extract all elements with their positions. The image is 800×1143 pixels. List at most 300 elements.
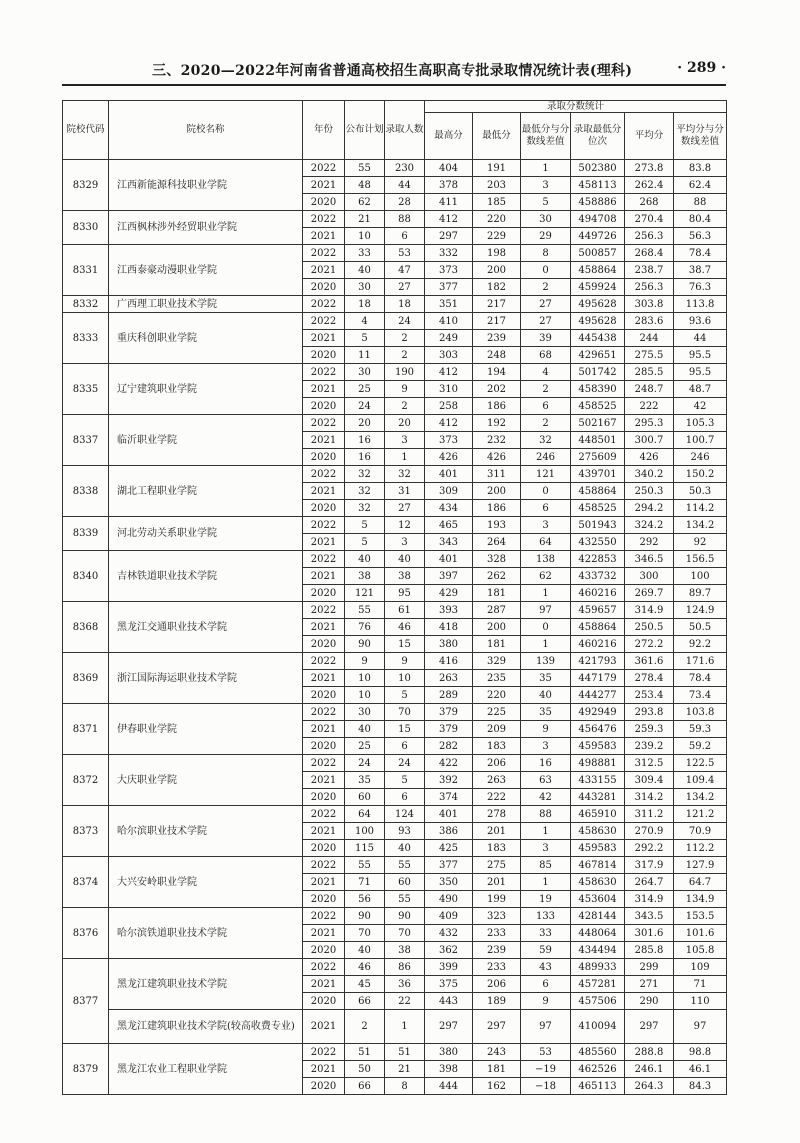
cell-min-diff: 27 — [521, 296, 571, 313]
cell-min-score: 185 — [473, 194, 521, 211]
cell-min-diff: 2 — [521, 279, 571, 296]
cell-avg-score: 290 — [625, 993, 674, 1010]
cell-max-score: 412 — [425, 364, 473, 381]
cell-plan: 11 — [345, 347, 385, 364]
cell-plan: 121 — [345, 585, 385, 602]
cell-avg-diff: 127.9 — [674, 857, 727, 874]
cell-min-diff: 0 — [521, 483, 571, 500]
cell-admitted: 12 — [385, 517, 425, 534]
cell-year: 2022 — [303, 245, 345, 262]
cell-min-score: 206 — [473, 976, 521, 993]
cell-min-diff: 1 — [521, 874, 571, 891]
cell-plan: 38 — [345, 568, 385, 585]
cell-avg-score: 288.8 — [625, 1044, 674, 1061]
cell-avg-score: 314.9 — [625, 891, 674, 908]
cell-admitted: 38 — [385, 568, 425, 585]
cell-avg-score: 270.9 — [625, 823, 674, 840]
school-name: 伊春职业学院 — [109, 704, 303, 755]
cell-plan: 66 — [345, 1078, 385, 1095]
cell-plan: 5 — [345, 534, 385, 551]
cell-min-diff: 9 — [521, 993, 571, 1010]
cell-admitted: 18 — [385, 296, 425, 313]
cell-admitted: 46 — [385, 619, 425, 636]
cell-max-score: 401 — [425, 466, 473, 483]
cell-avg-score: 271 — [625, 976, 674, 993]
table-row — [63, 1044, 727, 1061]
cell-max-score: 373 — [425, 262, 473, 279]
cell-max-score: 410 — [425, 313, 473, 330]
cell-year: 2022 — [303, 755, 345, 772]
cell-max-score: 343 — [425, 534, 473, 551]
cell-min-score: 183 — [473, 840, 521, 857]
cell-min-score: 162 — [473, 1078, 521, 1095]
cell-min-diff: 4 — [521, 364, 571, 381]
cell-avg-score: 314.2 — [625, 789, 674, 806]
cell-avg-diff: 124.9 — [674, 602, 727, 619]
table-row — [63, 466, 727, 483]
cell-plan: 76 — [345, 619, 385, 636]
cell-admitted: 24 — [385, 313, 425, 330]
cell-min-rank: 501943 — [571, 517, 625, 534]
cell-min-rank: 422853 — [571, 551, 625, 568]
cell-year: 2022 — [303, 517, 345, 534]
cell-min-score: 220 — [473, 211, 521, 228]
cell-admitted: 44 — [385, 177, 425, 194]
cell-min-score: 264 — [473, 534, 521, 551]
table-row — [63, 517, 727, 534]
cell-avg-score: 250.3 — [625, 483, 674, 500]
cell-max-score: 282 — [425, 738, 473, 755]
cell-avg-diff: 109 — [674, 959, 727, 976]
cell-admitted: 27 — [385, 500, 425, 517]
cell-plan: 51 — [345, 1044, 385, 1061]
cell-min-diff: 35 — [521, 670, 571, 687]
cell-min-diff: 68 — [521, 347, 571, 364]
cell-avg-diff: 78.4 — [674, 670, 727, 687]
school-code: 8340 — [63, 551, 109, 602]
cell-admitted: 6 — [385, 789, 425, 806]
table-row — [63, 1010, 727, 1044]
cell-min-score: 220 — [473, 687, 521, 704]
cell-year: 2022 — [303, 908, 345, 925]
cell-avg-diff: 134.2 — [674, 517, 727, 534]
cell-avg-score: 256.3 — [625, 279, 674, 296]
cell-admitted: 95 — [385, 585, 425, 602]
school-name: 大兴安岭职业学院 — [109, 857, 303, 908]
cell-min-rank: 501742 — [571, 364, 625, 381]
cell-min-score: 200 — [473, 262, 521, 279]
cell-min-score: 287 — [473, 602, 521, 619]
school-name: 大庆职业学院 — [109, 755, 303, 806]
cell-plan: 70 — [345, 925, 385, 942]
cell-min-score: 193 — [473, 517, 521, 534]
cell-min-rank: 458864 — [571, 619, 625, 636]
cell-plan: 55 — [345, 602, 385, 619]
cell-max-score: 422 — [425, 755, 473, 772]
cell-admitted: 6 — [385, 738, 425, 755]
cell-avg-score: 239.2 — [625, 738, 674, 755]
cell-max-score: 377 — [425, 279, 473, 296]
cell-avg-diff: 101.6 — [674, 925, 727, 942]
page-number: · 289 · — [677, 60, 726, 76]
cell-avg-score: 283.6 — [625, 313, 674, 330]
cell-avg-diff: 95.5 — [674, 347, 727, 364]
cell-min-rank: 462526 — [571, 1061, 625, 1078]
cell-avg-diff: 59.3 — [674, 721, 727, 738]
cell-avg-diff: 100.7 — [674, 432, 727, 449]
cell-year: 2020 — [303, 789, 345, 806]
cell-min-rank: 443281 — [571, 789, 625, 806]
cell-max-score: 412 — [425, 211, 473, 228]
col-header-min: 最低分 — [473, 113, 521, 160]
cell-min-score: 203 — [473, 177, 521, 194]
cell-admitted: 230 — [385, 160, 425, 177]
cell-admitted: 55 — [385, 891, 425, 908]
cell-admitted: 2 — [385, 347, 425, 364]
cell-min-rank: 457506 — [571, 993, 625, 1010]
table-row — [63, 602, 727, 619]
cell-avg-diff: 153.5 — [674, 908, 727, 925]
cell-avg-score: 285.8 — [625, 942, 674, 959]
cell-avg-score: 324.2 — [625, 517, 674, 534]
cell-plan: 30 — [345, 364, 385, 381]
cell-admitted: 27 — [385, 279, 425, 296]
school-code: 8330 — [63, 211, 109, 245]
cell-max-score: 426 — [425, 449, 473, 466]
cell-plan: 16 — [345, 449, 385, 466]
cell-min-rank: 432550 — [571, 534, 625, 551]
cell-avg-diff: 105.8 — [674, 942, 727, 959]
cell-max-score: 379 — [425, 721, 473, 738]
school-name: 江西新能源科技职业学院 — [109, 160, 303, 211]
cell-admitted: 9 — [385, 381, 425, 398]
cell-plan: 45 — [345, 976, 385, 993]
cell-admitted: 1 — [385, 449, 425, 466]
cell-max-score: 377 — [425, 857, 473, 874]
cell-avg-diff: 156.5 — [674, 551, 727, 568]
cell-plan: 30 — [345, 704, 385, 721]
cell-year: 2022 — [303, 466, 345, 483]
cell-admitted: 61 — [385, 602, 425, 619]
cell-avg-diff: 80.4 — [674, 211, 727, 228]
cell-min-rank: 449726 — [571, 228, 625, 245]
cell-avg-score: 278.4 — [625, 670, 674, 687]
cell-avg-score: 293.8 — [625, 704, 674, 721]
cell-max-score: 392 — [425, 772, 473, 789]
cell-year: 2021 — [303, 330, 345, 347]
cell-min-rank: 465910 — [571, 806, 625, 823]
table-row — [63, 313, 727, 330]
cell-min-score: 217 — [473, 296, 521, 313]
cell-plan: 48 — [345, 177, 385, 194]
cell-max-score: 404 — [425, 160, 473, 177]
cell-min-diff: 16 — [521, 755, 571, 772]
cell-min-rank: 458630 — [571, 874, 625, 891]
cell-max-score: 399 — [425, 959, 473, 976]
cell-min-rank: 467814 — [571, 857, 625, 874]
cell-avg-diff: 84.3 — [674, 1078, 727, 1095]
cell-min-diff: 1 — [521, 823, 571, 840]
cell-avg-score: 272.2 — [625, 636, 674, 653]
col-header-plan: 公布计划 — [345, 101, 385, 160]
cell-year: 2021 — [303, 1061, 345, 1078]
cell-year: 2020 — [303, 687, 345, 704]
cell-min-rank: 458113 — [571, 177, 625, 194]
school-code: 8333 — [63, 313, 109, 364]
cell-admitted: 2 — [385, 330, 425, 347]
cell-year: 2021 — [303, 381, 345, 398]
cell-plan: 20 — [345, 415, 385, 432]
cell-min-score: 329 — [473, 653, 521, 670]
school-code: 8372 — [63, 755, 109, 806]
cell-max-score: 401 — [425, 551, 473, 568]
cell-max-score: 429 — [425, 585, 473, 602]
cell-min-score: 182 — [473, 279, 521, 296]
cell-plan: 40 — [345, 942, 385, 959]
cell-avg-diff: 150.2 — [674, 466, 727, 483]
cell-max-score: 411 — [425, 194, 473, 211]
cell-admitted: 24 — [385, 755, 425, 772]
cell-min-diff: 63 — [521, 772, 571, 789]
cell-admitted: 70 — [385, 925, 425, 942]
cell-max-score: 412 — [425, 415, 473, 432]
cell-min-diff: 9 — [521, 721, 571, 738]
cell-min-rank: 459583 — [571, 738, 625, 755]
cell-year: 2021 — [303, 874, 345, 891]
cell-min-rank: 458630 — [571, 823, 625, 840]
cell-min-rank: 459583 — [571, 840, 625, 857]
cell-min-diff: 27 — [521, 313, 571, 330]
table-row — [63, 364, 727, 381]
cell-year: 2021 — [303, 568, 345, 585]
school-code: 8373 — [63, 806, 109, 857]
cell-year: 2022 — [303, 959, 345, 976]
school-code: 8337 — [63, 415, 109, 466]
cell-min-diff: 43 — [521, 959, 571, 976]
cell-max-score: 416 — [425, 653, 473, 670]
cell-min-diff: 53 — [521, 1044, 571, 1061]
cell-max-score: 258 — [425, 398, 473, 415]
cell-avg-diff: 93.6 — [674, 313, 727, 330]
cell-year: 2020 — [303, 585, 345, 602]
cell-min-score: 181 — [473, 1061, 521, 1078]
cell-min-diff: 138 — [521, 551, 571, 568]
cell-min-score: 233 — [473, 959, 521, 976]
cell-plan: 32 — [345, 466, 385, 483]
cell-admitted: 22 — [385, 993, 425, 1010]
cell-avg-diff: 105.3 — [674, 415, 727, 432]
cell-max-score: 386 — [425, 823, 473, 840]
cell-year: 2022 — [303, 704, 345, 721]
col-header-year: 年份 — [303, 101, 345, 160]
cell-min-score: 217 — [473, 313, 521, 330]
cell-year: 2020 — [303, 279, 345, 296]
cell-avg-diff: 122.5 — [674, 755, 727, 772]
cell-year: 2021 — [303, 432, 345, 449]
cell-plan: 2 — [345, 1010, 385, 1044]
school-name: 哈尔滨铁道职业技术学院 — [109, 908, 303, 959]
cell-avg-diff: 98.8 — [674, 1044, 727, 1061]
cell-min-rank: 448501 — [571, 432, 625, 449]
cell-avg-score: 238.7 — [625, 262, 674, 279]
col-header-score-group: 录取分数统计 — [425, 101, 727, 113]
cell-year: 2020 — [303, 398, 345, 415]
cell-min-diff: 39 — [521, 330, 571, 347]
cell-min-diff: 42 — [521, 789, 571, 806]
cell-min-score: 198 — [473, 245, 521, 262]
school-code: 8371 — [63, 704, 109, 755]
cell-plan: 18 — [345, 296, 385, 313]
cell-avg-score: 264.3 — [625, 1078, 674, 1095]
cell-year: 2022 — [303, 415, 345, 432]
cell-admitted: 9 — [385, 653, 425, 670]
cell-year: 2020 — [303, 1078, 345, 1095]
cell-avg-diff: 50.5 — [674, 619, 727, 636]
cell-avg-diff: 38.7 — [674, 262, 727, 279]
cell-year: 2021 — [303, 670, 345, 687]
cell-max-score: 249 — [425, 330, 473, 347]
cell-plan: 21 — [345, 211, 385, 228]
cell-min-diff: 0 — [521, 262, 571, 279]
cell-plan: 90 — [345, 636, 385, 653]
school-name: 黑龙江建筑职业技术学院(较高收费专业) — [109, 1010, 303, 1044]
cell-avg-score: 294.2 — [625, 500, 674, 517]
cell-avg-diff: 110 — [674, 993, 727, 1010]
table-row — [63, 296, 727, 313]
cell-plan: 60 — [345, 789, 385, 806]
cell-plan: 46 — [345, 959, 385, 976]
cell-year: 2021 — [303, 823, 345, 840]
cell-min-rank: 456476 — [571, 721, 625, 738]
cell-year: 2021 — [303, 721, 345, 738]
cell-avg-diff: 114.2 — [674, 500, 727, 517]
cell-max-score: 397 — [425, 568, 473, 585]
cell-min-score: 201 — [473, 823, 521, 840]
school-name: 哈尔滨职业技术学院 — [109, 806, 303, 857]
cell-plan: 5 — [345, 330, 385, 347]
school-code: 8331 — [63, 245, 109, 296]
cell-min-rank: 457281 — [571, 976, 625, 993]
cell-year: 2021 — [303, 228, 345, 245]
cell-min-rank: 502380 — [571, 160, 625, 177]
cell-min-score: 206 — [473, 755, 521, 772]
cell-admitted: 31 — [385, 483, 425, 500]
cell-avg-score: 246.1 — [625, 1061, 674, 1078]
cell-min-rank: 458886 — [571, 194, 625, 211]
cell-plan: 25 — [345, 381, 385, 398]
cell-avg-diff: 83.8 — [674, 160, 727, 177]
cell-plan: 25 — [345, 738, 385, 755]
table-row — [63, 755, 727, 772]
col-header-admitted: 录取人数 — [385, 101, 425, 160]
cell-max-score: 444 — [425, 1078, 473, 1095]
cell-min-rank: 489933 — [571, 959, 625, 976]
cell-year: 2021 — [303, 483, 345, 500]
cell-min-diff: 0 — [521, 619, 571, 636]
cell-max-score: 297 — [425, 1010, 473, 1044]
cell-plan: 40 — [345, 262, 385, 279]
col-header-avg-diff: 平均分与分数线差值 — [674, 113, 727, 160]
cell-admitted: 3 — [385, 534, 425, 551]
cell-max-score: 432 — [425, 925, 473, 942]
cell-plan: 62 — [345, 194, 385, 211]
cell-plan: 10 — [345, 228, 385, 245]
cell-avg-diff: 88 — [674, 194, 727, 211]
cell-min-score: 311 — [473, 466, 521, 483]
cell-avg-diff: 59.2 — [674, 738, 727, 755]
cell-plan: 55 — [345, 160, 385, 177]
cell-min-rank: 465113 — [571, 1078, 625, 1095]
cell-avg-diff: 46.1 — [674, 1061, 727, 1078]
cell-min-rank: 500857 — [571, 245, 625, 262]
cell-admitted: 47 — [385, 262, 425, 279]
col-header-rank: 录取最低分位次 — [571, 113, 625, 160]
cell-avg-diff: 50.3 — [674, 483, 727, 500]
cell-avg-score: 299 — [625, 959, 674, 976]
table-body — [63, 160, 727, 1095]
cell-min-score: 181 — [473, 636, 521, 653]
cell-avg-score: 317.9 — [625, 857, 674, 874]
cell-year: 2020 — [303, 993, 345, 1010]
cell-plan: 32 — [345, 483, 385, 500]
cell-admitted: 8 — [385, 1078, 425, 1095]
cell-avg-score: 309.4 — [625, 772, 674, 789]
cell-min-score: 200 — [473, 619, 521, 636]
page-header — [62, 56, 726, 86]
school-code: 8338 — [63, 466, 109, 517]
cell-min-score: 426 — [473, 449, 521, 466]
cell-min-diff: 19 — [521, 891, 571, 908]
cell-year: 2022 — [303, 806, 345, 823]
cell-min-rank: 458525 — [571, 398, 625, 415]
school-code: 8368 — [63, 602, 109, 653]
cell-avg-score: 311.2 — [625, 806, 674, 823]
cell-avg-score: 292 — [625, 534, 674, 551]
cell-plan: 64 — [345, 806, 385, 823]
cell-min-rank: 445438 — [571, 330, 625, 347]
cell-avg-diff: 134.2 — [674, 789, 727, 806]
cell-min-diff: 1 — [521, 636, 571, 653]
cell-min-score: 200 — [473, 483, 521, 500]
cell-plan: 24 — [345, 398, 385, 415]
cell-min-diff: 6 — [521, 398, 571, 415]
col-header-code: 院校代码 — [63, 101, 109, 160]
cell-year: 2022 — [303, 313, 345, 330]
cell-plan: 4 — [345, 313, 385, 330]
cell-min-rank: 434494 — [571, 942, 625, 959]
cell-avg-score: 297 — [625, 1010, 674, 1044]
cell-min-score: 243 — [473, 1044, 521, 1061]
cell-min-score: 202 — [473, 381, 521, 398]
cell-max-score: 378 — [425, 177, 473, 194]
cell-max-score: 375 — [425, 976, 473, 993]
cell-admitted: 3 — [385, 432, 425, 449]
school-name: 黑龙江交通职业技术学院 — [109, 602, 303, 653]
cell-min-score: 235 — [473, 670, 521, 687]
cell-max-score: 425 — [425, 840, 473, 857]
school-name: 浙江国际海运职业技术学院 — [109, 653, 303, 704]
cell-min-score: 262 — [473, 568, 521, 585]
cell-avg-score: 268.4 — [625, 245, 674, 262]
cell-avg-diff: 92.2 — [674, 636, 727, 653]
cell-max-score: 303 — [425, 347, 473, 364]
cell-avg-score: 300.7 — [625, 432, 674, 449]
cell-min-score: 229 — [473, 228, 521, 245]
cell-avg-score: 264.7 — [625, 874, 674, 891]
cell-max-score: 418 — [425, 619, 473, 636]
cell-min-diff: 40 — [521, 687, 571, 704]
cell-year: 2020 — [303, 347, 345, 364]
